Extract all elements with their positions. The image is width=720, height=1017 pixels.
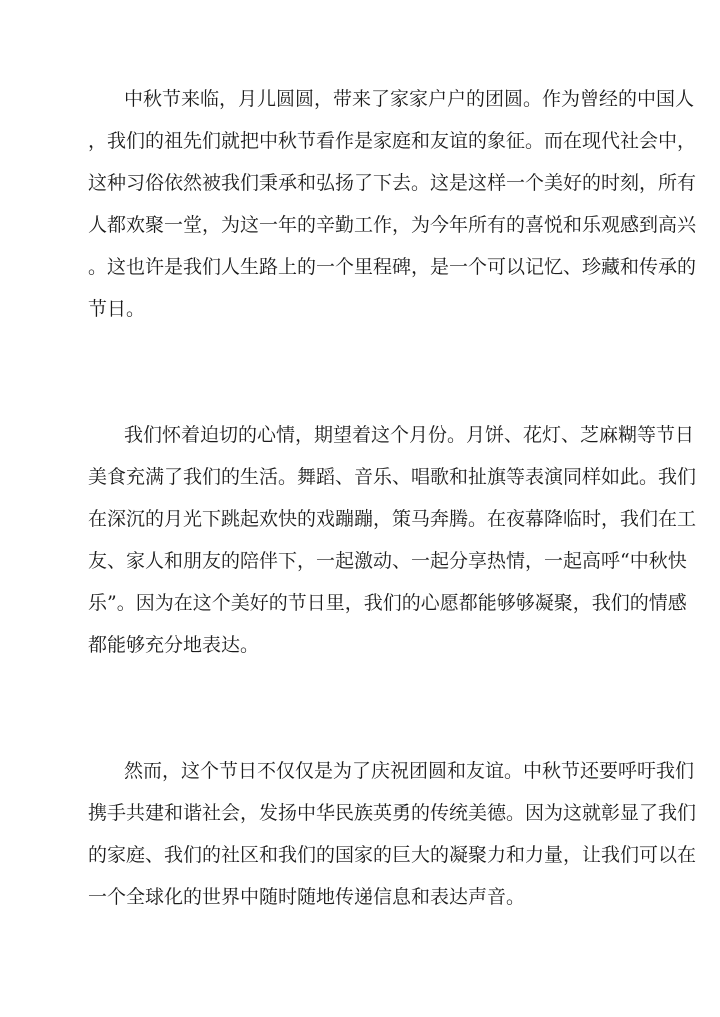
paragraph-3: [88, 750, 697, 918]
paragraph-line: 。这也许是我们人生路上的一个里程碑，是一个可以记忆、珍藏和传承的: [88, 256, 697, 278]
paragraph-2: [88, 414, 697, 666]
paragraph-line: 这种习俗依然被我们秉承和弘扬了下去。这是这样一个美好的时刻，所有: [88, 172, 697, 194]
paragraph-spacer: [88, 666, 633, 750]
paragraph-line: ，我们的祖先们就把中秋节看作是家庭和友谊的象征。而在现代社会中，: [88, 130, 697, 152]
paragraph-line: 都能够充分地表达。: [88, 634, 260, 656]
paragraph-line: 美食充满了我们的生活。舞蹈、音乐、唱歌和扯旗等表演同样如此。我们: [88, 466, 697, 488]
paragraph-line: 我们怀着迫切的心情，期望着这个月份。月饼、花灯、芝麻糊等节日: [124, 424, 695, 446]
paragraph-line: 友、家人和朋友的陪伴下，一起激动、一起分享热情，一起高呼“中秋快: [88, 550, 687, 572]
paragraph-line: 然而，这个节日不仅仅是为了庆祝团圆和友谊。中秋节还要呼吁我们: [124, 760, 695, 782]
document-page: [88, 78, 697, 918]
paragraph-line: 携手共建和谐社会，发扬中华民族英勇的传统美德。因为这就彰显了我们: [88, 802, 697, 824]
paragraph-line: 一个全球化的世界中随时随地传递信息和表达声音。: [88, 886, 526, 908]
paragraph-line: 在深沉的月光下跳起欢快的戏蹦蹦，策马奔腾。在夜幕降临时，我们在工: [88, 508, 697, 530]
paragraph-line: 的家庭、我们的社区和我们的国家的巨大的凝聚力和力量，让我们可以在: [88, 844, 697, 866]
paragraph-spacer: [88, 330, 633, 414]
paragraph-line: 节日。: [88, 298, 146, 320]
paragraph-1: [88, 78, 697, 330]
paragraph-line: 中秋节来临，月儿圆圆，带来了家家户户的团圆。作为曾经的中国人: [124, 88, 695, 110]
paragraph-line: 乐”。因为在这个美好的节日里，我们的心愿都能够够凝聚，我们的情感: [88, 592, 687, 614]
paragraph-line: 人都欢聚一堂，为这一年的辛勤工作，为今年所有的喜悦和乐观感到高兴: [88, 214, 697, 236]
